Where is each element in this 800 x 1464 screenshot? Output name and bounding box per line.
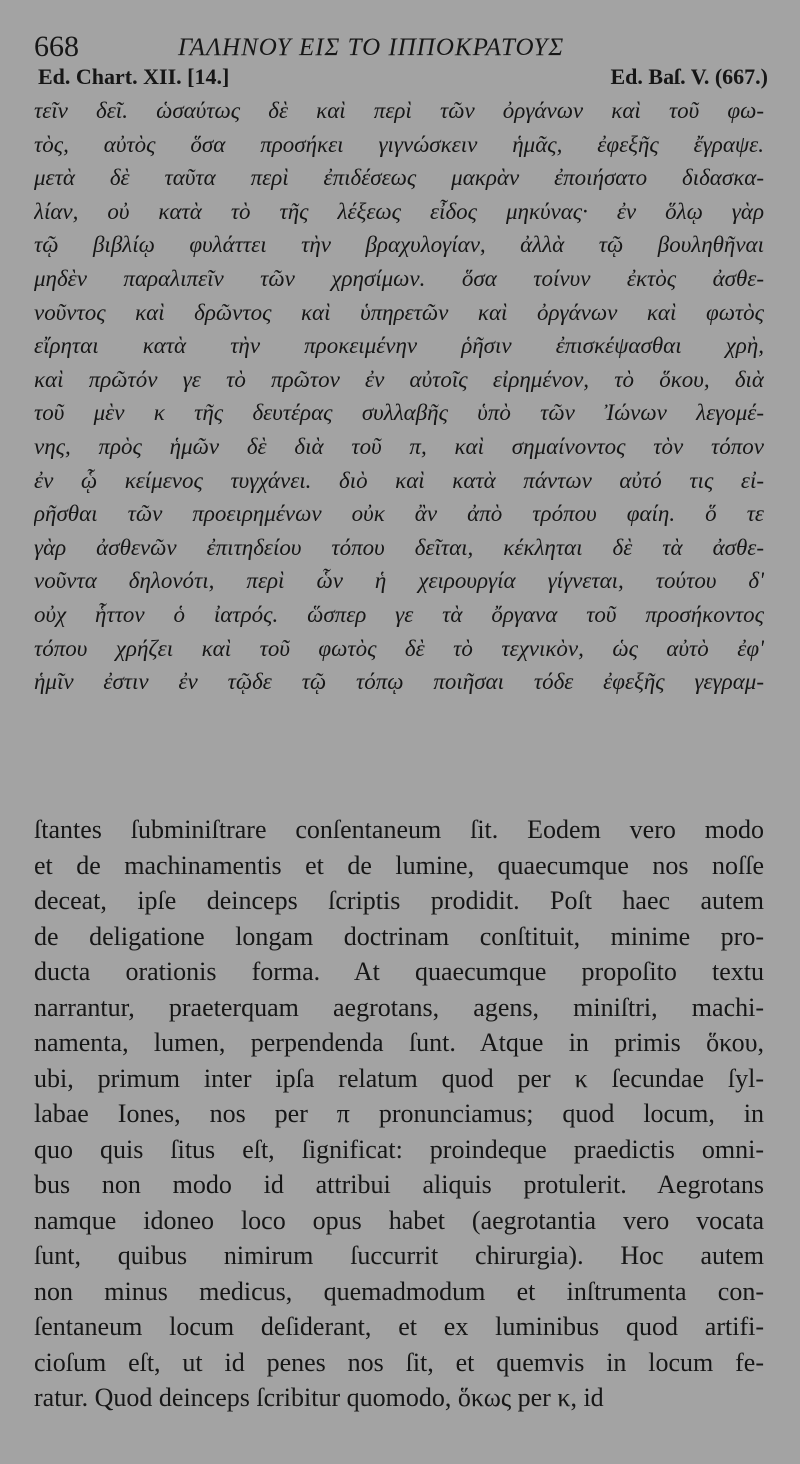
greek-line: λίαν, οὐ κατὰ τὸ τῆς λέξεως εἶδος μηκύνας· ἐν ὅλῳ γὰρ xyxy=(34,198,764,224)
greek-line: καὶ πρῶτόν γε τὸ πρῶτον ἐν αὐτοῖς εἰρημένον, τὸ ὅκου, διὰ xyxy=(34,366,764,392)
latin-line: ſunt, quibus nimirum ſuccurrit chirurgia). Hoc autem xyxy=(34,1241,764,1270)
latin-line: non minus medicus, quemadmodum et inſtrumenta con- xyxy=(34,1276,764,1306)
greek-line: νης, πρὸς ἡμῶν δὲ διὰ τοῦ π, καὶ σημαίνοντος τὸν τόπον xyxy=(34,433,764,459)
greek-line: τῷ βιβλίῳ φυλάττει τὴν βραχυλογίαν, ἀλλὰ τῷ βουληθῆναι xyxy=(34,232,764,258)
running-title: ΓΑΛΗΝΟΥ ΕΙΣ ΤΟ ΙΠΠΟΚΡΑΤΟΥΣ xyxy=(178,34,565,61)
page-number: 668 xyxy=(34,30,79,63)
latin-line: narrantur, praeterquam aegrotans, agens, miniſtri, machi- xyxy=(34,992,764,1022)
edition-reference-left: Ed. Chart. XII. [14.] xyxy=(38,64,230,89)
latin-line: cioſum eſt, ut id penes nos ſit, et quemvis in locum fe- xyxy=(34,1347,764,1377)
latin-line: ratur. Quod deinceps ſcribitur quomodo, ὅκως per κ, id xyxy=(34,1383,604,1412)
latin-line: namenta, lumen, perpendenda ſunt. Atque in primis ὅκου, xyxy=(34,1028,764,1057)
latin-line: de deligatione longam doctrinam conſtituit, minime pro- xyxy=(34,921,764,951)
latin-line: et de machinamentis et de lumine, quaecumque nos noſſe xyxy=(34,850,764,880)
greek-line: ἐν ᾧ κείμενος τυγχάνει. διὸ καὶ κατὰ πάντων αὐτό τις εἰ- xyxy=(34,467,764,493)
latin-line: ubi, primum inter ipſa relatum quod per κ ſecundae ſyl- xyxy=(34,1063,764,1093)
latin-line: namque idoneo loco opus habet (aegrotantia vero vocata xyxy=(34,1205,764,1235)
greek-line: τεῖν δεῖ. ὡσαύτως δὲ καὶ περὶ τῶν ὀργάνων καὶ τοῦ φω- xyxy=(34,98,764,123)
greek-line: γὰρ ἀσθενῶν ἐπιτηδείου τόπου δεῖται, κέκληται δὲ τὰ ἀσθε- xyxy=(34,534,764,560)
latin-line: deceat, ipſe deinceps ſcriptis prodidit. Poſt haec autem xyxy=(34,886,764,915)
latin-line: ſentaneum locum deſiderant, et ex luminibus quod artifi- xyxy=(34,1312,764,1341)
greek-line: μετὰ δὲ ταῦτα περὶ ἐπιδέσεως μακρὰν ἐποιήσατο διδασκα- xyxy=(34,165,764,191)
latin-text-block xyxy=(34,812,764,1416)
latin-line: ſtantes ſubminiſtrare conſentaneum ſit. Eodem vero modo xyxy=(34,815,764,844)
greek-line: ρῆσθαι τῶν προειρημένων οὐκ ἂν ἀπὸ τρόπου φαίη. ὅ τε xyxy=(34,501,764,527)
greek-line: τοῦ μὲν κ τῆς δευτέρας συλλαβῆς ὑπὸ τῶν Ἰώνων λεγομέ- xyxy=(34,400,764,426)
greek-line: ἡμῖν ἐστιν ἐν τῷδε τῷ τόπῳ ποιῆσαι τόδε ἐφεξῆς γεγραμ- xyxy=(34,669,764,695)
greek-line: νοῦντος καὶ δρῶντος καὶ ὑπηρετῶν καὶ ὀργάνων καὶ φωτὸς xyxy=(34,299,764,325)
latin-line: quo quis ſitus eſt, ſignificat: proindeque praedictis omni- xyxy=(34,1134,764,1164)
greek-line: εἴρηται κατὰ τὴν προκειμένην ῥῆσιν ἐπισκέψασθαι χρὴ, xyxy=(34,333,764,359)
greek-line: μηδὲν παραλιπεῖν τῶν χρησίμων. ὅσα τοίνυν ἐκτὸς ἀσθε- xyxy=(34,265,764,291)
latin-line: ducta orationis forma. At quaecumque propoſito textu xyxy=(34,957,764,986)
edition-reference-right: Ed. Baſ. V. (667.) xyxy=(610,64,768,89)
greek-line: τόπου χρήζει καὶ τοῦ φωτὸς δὲ τὸ τεχνικὸν, ὡς αὐτὸ ἐφ' xyxy=(34,635,764,661)
greek-line: νοῦντα δηλονότι, περὶ ὧν ἡ χειρουργία γίγνεται, τούτου δ' xyxy=(34,568,764,594)
latin-line: bus non modo id attribui aliquis protulerit. Aegrotans xyxy=(34,1170,764,1199)
greek-line: τὸς, αὐτὸς ὅσα προσήκει γιγνώσκειν ἡμᾶς, ἐφεξῆς ἔγραψε. xyxy=(34,131,764,157)
page-header xyxy=(34,28,764,64)
latin-line: labae Iones, nos per π pronunciamus; quod locum, in xyxy=(34,1099,764,1128)
edition-reference-line xyxy=(34,64,768,94)
greek-line: οὐχ ἧττον ὁ ἰατρός. ὥσπερ γε τὰ ὄργανα τοῦ προσήκοντος xyxy=(34,601,764,627)
greek-text-block xyxy=(34,94,764,699)
